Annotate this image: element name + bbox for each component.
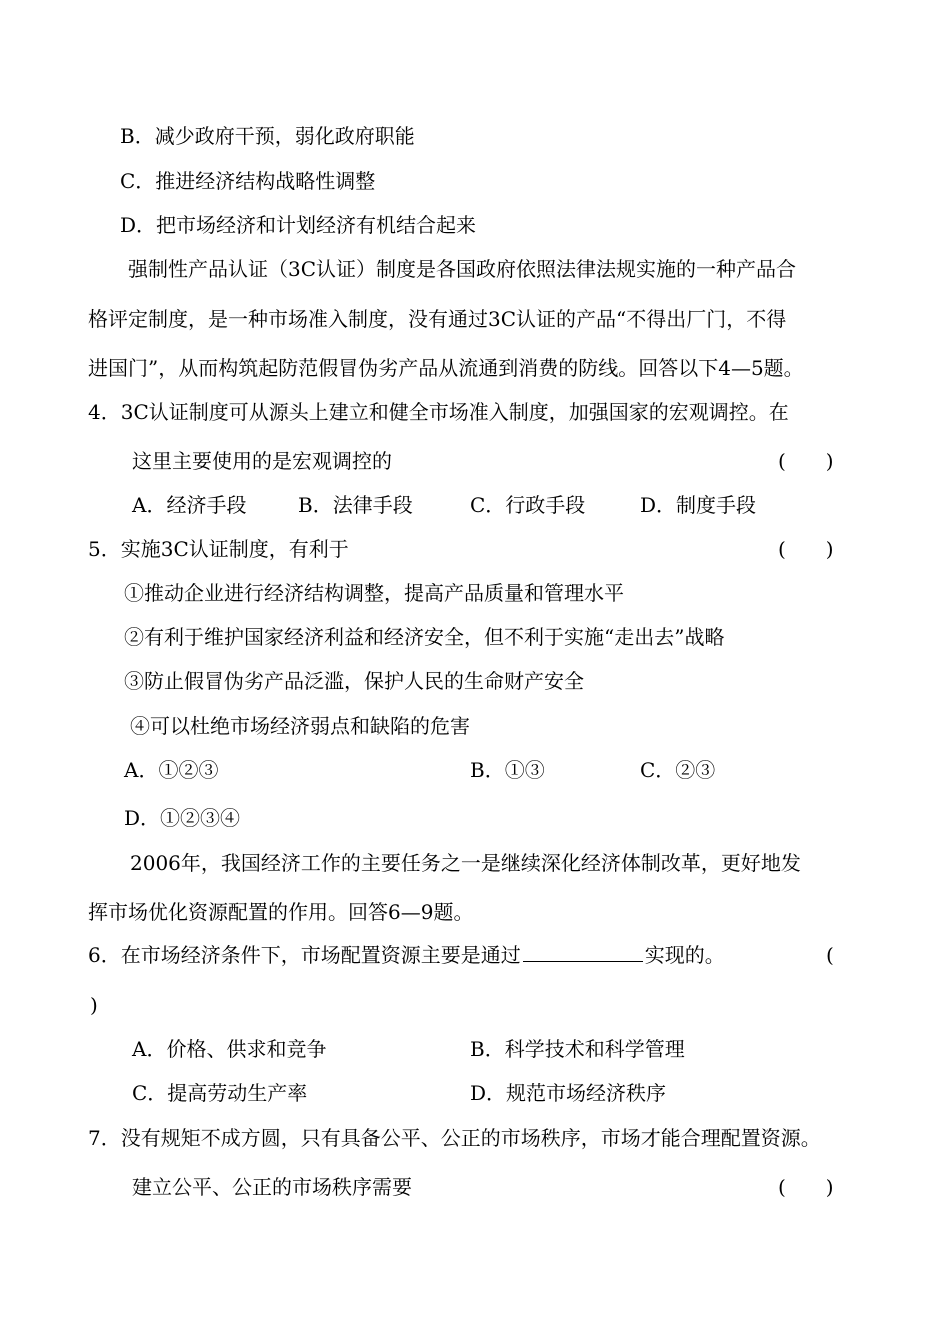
q5-item-3: ③防止假冒伪劣产品泛滥，保护人民的生命财产安全 — [124, 669, 584, 693]
q6-paren-close: ) — [90, 993, 98, 1017]
q5-stem: 5．实施3C认证制度，有利于 — [88, 537, 349, 561]
q6-option-a: A．价格、供求和竞争 — [132, 1037, 327, 1061]
q6-option-d: D．规范市场经济秩序 — [470, 1081, 667, 1105]
q4-stem-line1: 4．3C认证制度可从源头上建立和健全市场准入制度，加强国家的宏观调控。在 — [88, 400, 789, 424]
q5-option-a: A．①②③ — [124, 758, 219, 782]
q7-stem-line1: 7．没有规矩不成方圆，只有具备公平、公正的市场秩序，市场才能合理配置资源。 — [88, 1126, 821, 1150]
q4-option-c: C．行政手段 — [470, 493, 586, 517]
passage1-line2: 格评定制度，是一种市场准入制度，没有通过3C认证的产品“不得出厂门，不得 — [88, 307, 787, 331]
q7-stem-line2: 建立公平、公正的市场秩序需要 — [132, 1175, 412, 1199]
q4-option-b: B．法律手段 — [298, 493, 413, 517]
q6-paren-open: ( — [826, 943, 834, 967]
q5-item-1: ①推动企业进行经济结构调整，提高产品质量和管理水平 — [124, 581, 624, 605]
passage2-line1: 2006年，我国经济工作的主要任务之一是继续深化经济体制改革，更好地发 — [130, 851, 801, 875]
q6-option-c: C．提高劳动生产率 — [132, 1081, 308, 1105]
q7-answer-paren: ( ) — [778, 1175, 834, 1199]
q5-option-c: C．②③ — [640, 758, 716, 782]
q5-option-b: B．①③ — [470, 758, 545, 782]
q4-option-a: A．经济手段 — [132, 493, 247, 517]
q5-option-d: D．①②③④ — [124, 806, 241, 830]
q6-answer-blank — [523, 943, 643, 962]
q5-item-2: ②有利于维护国家经济利益和经济安全，但不利于实施“走出去”战略 — [124, 625, 725, 649]
q4-answer-paren: ( ) — [778, 449, 834, 473]
q3-option-b: B．减少政府干预，弱化政府职能 — [120, 124, 415, 148]
q3-option-c: C．推进经济结构战略性调整 — [120, 169, 376, 193]
q6-stem-before-blank: 6．在市场经济条件下，市场配置资源主要是通过 — [88, 943, 521, 967]
q6-option-b: B．科学技术和科学管理 — [470, 1037, 685, 1061]
q4-option-d: D．制度手段 — [640, 493, 757, 517]
passage2-line2: 挥市场优化资源配置的作用。回答6—9题。 — [88, 900, 474, 924]
q5-answer-paren: ( ) — [778, 537, 834, 561]
q5-item-4: ④可以杜绝市场经济弱点和缺陷的危害 — [130, 714, 470, 738]
q6-stem — [88, 943, 725, 967]
q6-stem-after-blank: 实现的。 — [644, 943, 725, 967]
passage1-line1: 强制性产品认证（3C认证）制度是各国政府依照法律法规实施的一种产品合 — [128, 257, 797, 281]
q4-stem-line2: 这里主要使用的是宏观调控的 — [132, 449, 392, 473]
q3-option-d: D．把市场经济和计划经济有机结合起来 — [120, 213, 477, 237]
passage1-line3: 进国门”，从而构筑起防范假冒伪劣产品从流通到消费的防线。回答以下4—5题。 — [88, 356, 804, 380]
